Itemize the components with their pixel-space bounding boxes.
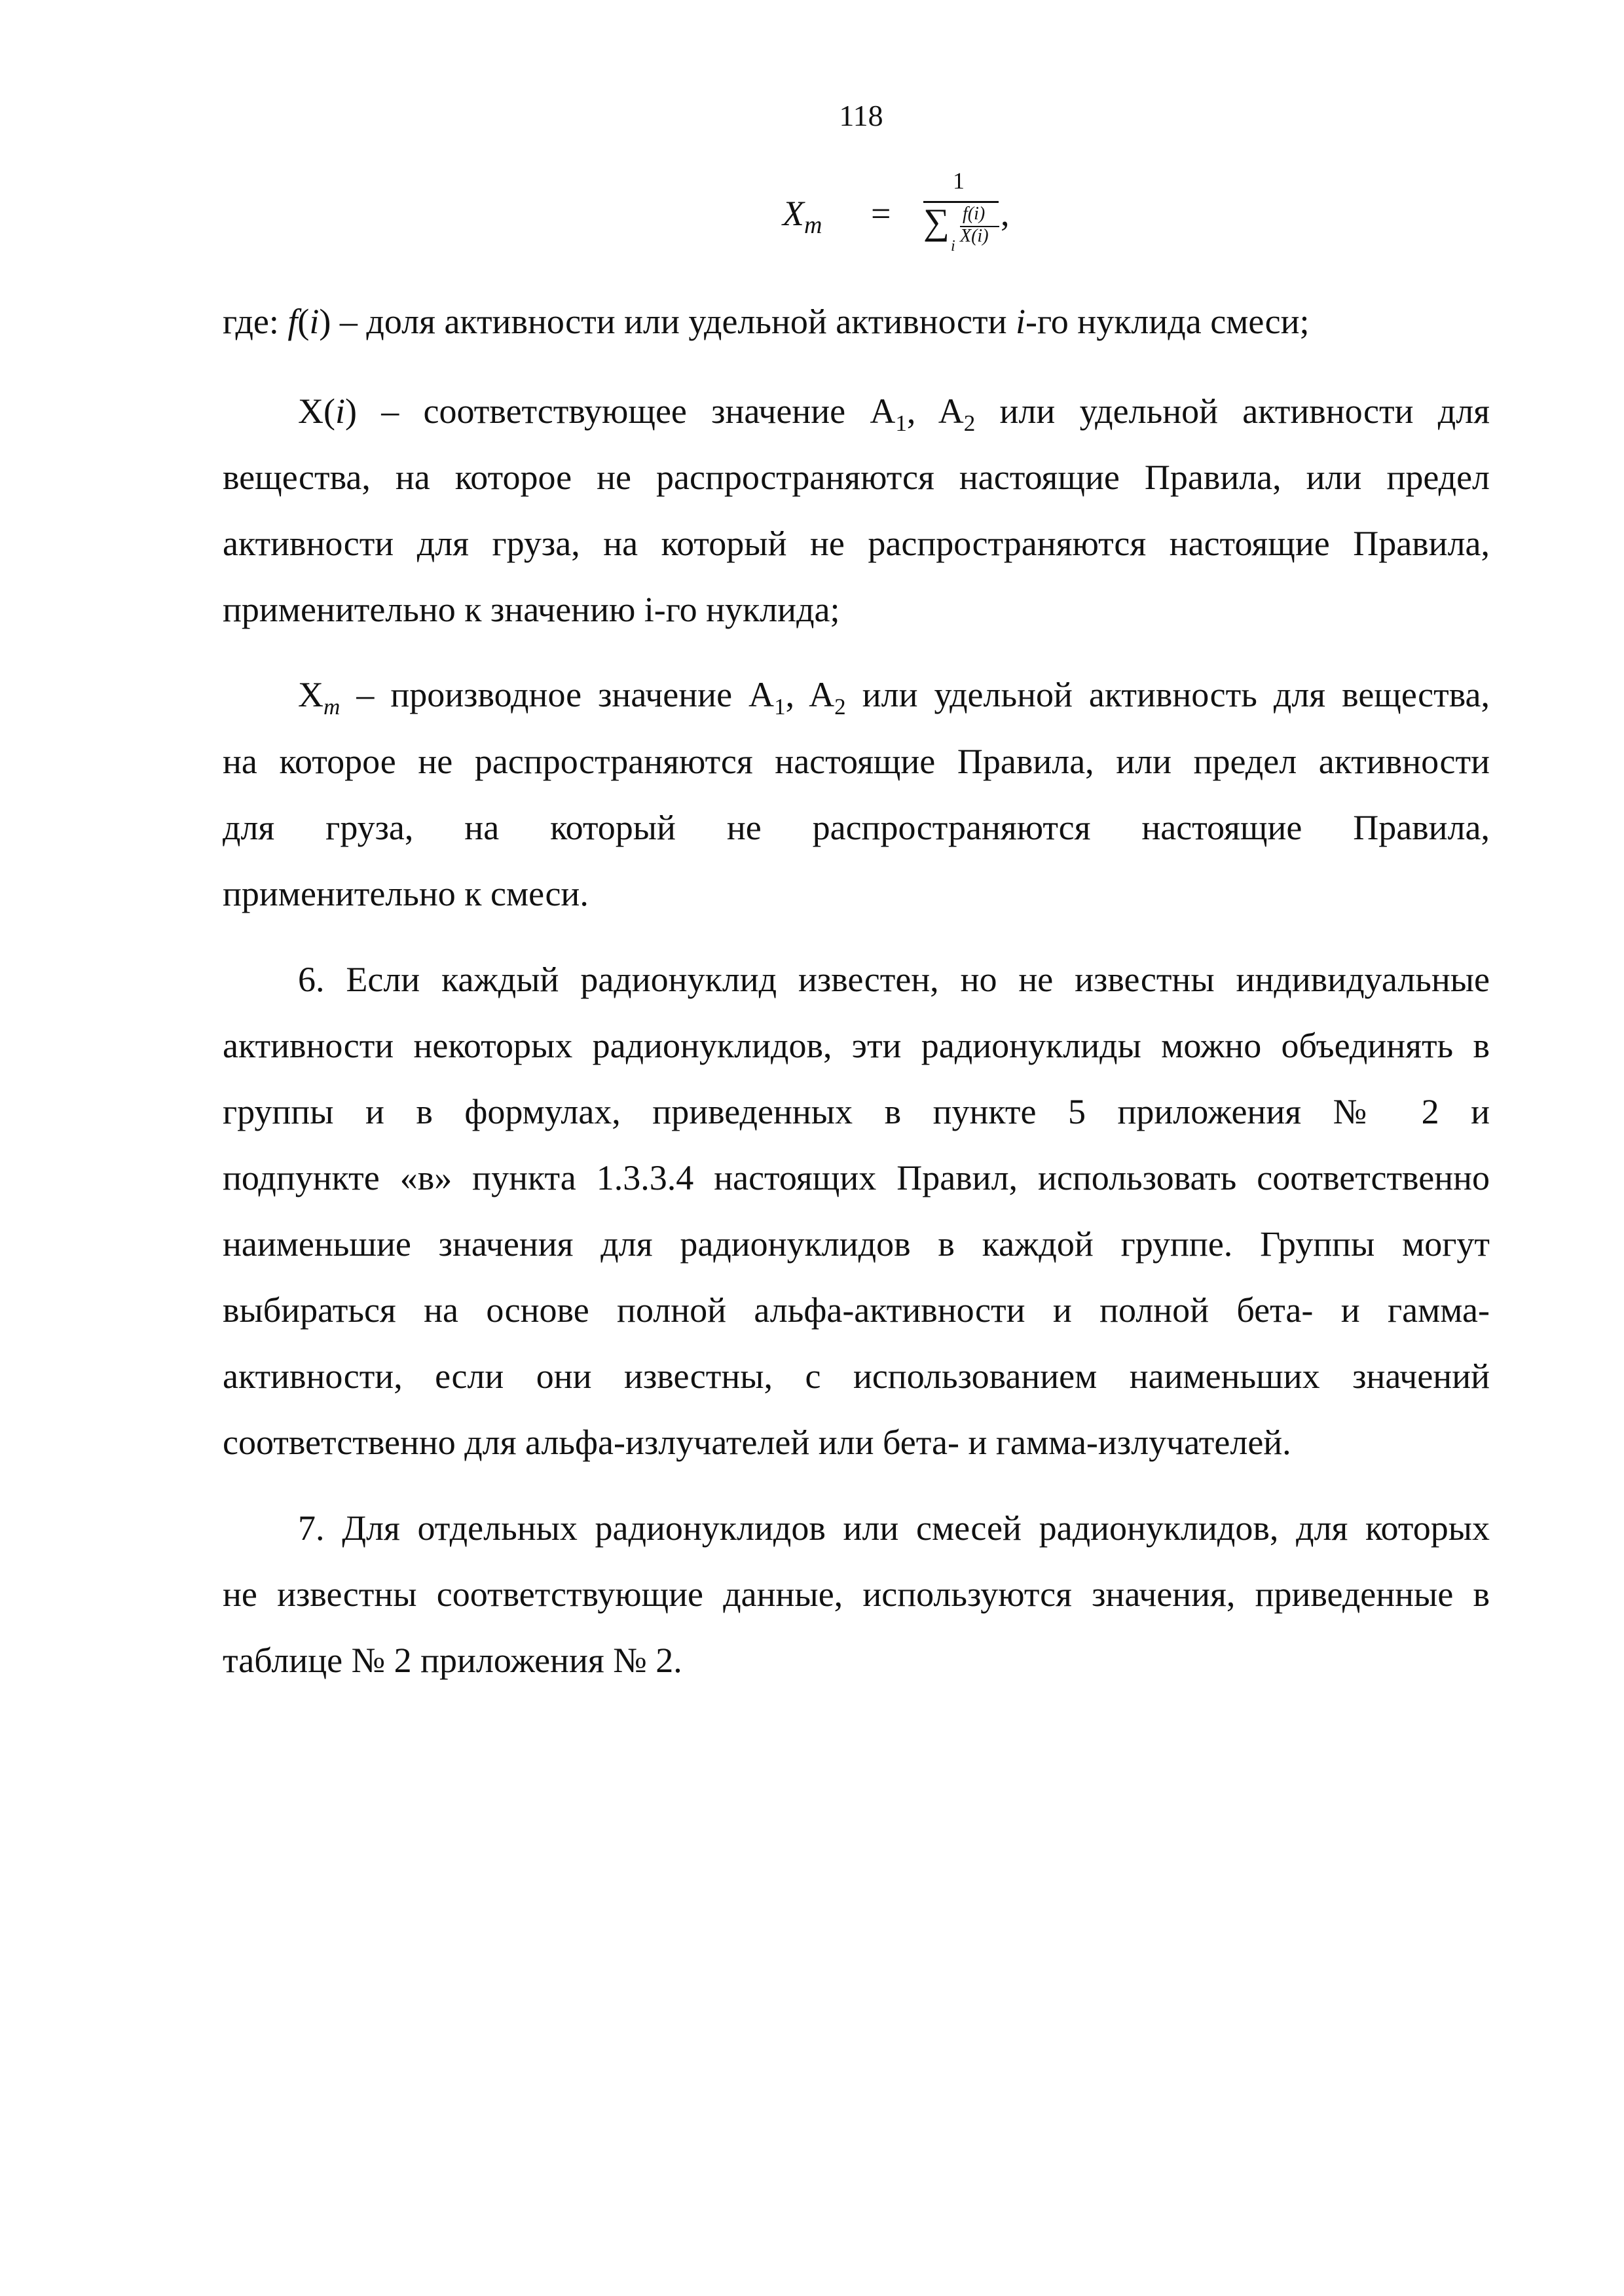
formula-sigma-subscript: i: [951, 238, 955, 255]
paragraph-6-line-1: 6. Если каждый радионуклид известен, но не известны индивидуальные: [298, 960, 1490, 999]
definition-xm-text-d: или удельной активность для вещества,: [845, 675, 1490, 714]
formula-lhs: [783, 193, 822, 240]
formula-numerator: 1: [953, 168, 965, 194]
definition-f-var: f: [287, 302, 298, 341]
definition-f-text-b: -го нуклида смеси;: [1025, 302, 1310, 341]
definition-x-text-d: или удельной активности для: [975, 392, 1490, 431]
definition-xm-sub-1: 1: [774, 693, 786, 720]
definition-xm-line-1: [298, 673, 1490, 729]
definition-xm-line-3: для груза, на который не распространяются настоящие Правила,: [223, 808, 1490, 847]
definition-x-line-4: применительно к значению i-го нуклида;: [223, 590, 840, 629]
formula-lhs-subscript: m: [804, 211, 822, 239]
paragraph-6-line-5: наименьшие значения для радионуклидов в каждой группе. Группы могут: [223, 1224, 1490, 1264]
paragraph-6-line-2: активности некоторых радионуклидов, эти радионуклиды можно объединять в: [223, 1026, 1490, 1065]
formula-xm: [773, 160, 1008, 278]
definition-xm-text-b: – производное значение A: [340, 675, 775, 714]
definition-f-lparen: (: [297, 302, 310, 341]
paragraph-6-line-6: выбираться на основе полной альфа-активности и полной бета- и гамма-: [223, 1290, 1490, 1330]
definition-x-sub-1: 1: [895, 410, 907, 436]
definition-xm-line-2: на которое не распространяются настоящие Правила, или предел активности: [223, 742, 1490, 781]
formula-comma: ,: [1001, 194, 1010, 233]
definition-xm-text-a: X: [298, 675, 323, 714]
definition-x-line-3: активности для груза, на который не распространяются настоящие Правила,: [223, 524, 1490, 563]
formula-equals: =: [871, 194, 891, 233]
formula-inner-numerator: f(i): [963, 204, 986, 224]
definition-x-line-1: [298, 390, 1490, 445]
definition-x-text-c: , A: [906, 392, 964, 431]
definition-f-var-i2: i: [1016, 302, 1026, 341]
definition-x-var-i: i: [335, 392, 345, 431]
definition-f-var-i: i: [309, 302, 320, 341]
definition-xm-sub-2: 2: [834, 693, 846, 720]
definition-x-sub-2: 2: [963, 410, 976, 436]
paragraph-6-line-7: активности, если они известны, с использованием наименьших значений: [223, 1357, 1490, 1396]
definition-xm-line-4: применительно к смеси.: [223, 874, 589, 913]
definition-f-line: [223, 300, 1490, 343]
paragraph-6-line-8: соответственно для альфа-излучателей или бета- и гамма-излучателей.: [223, 1423, 1291, 1462]
definition-f-rparen: ): [319, 302, 331, 341]
definition-xm-text-c: , A: [785, 675, 835, 714]
paragraph-7-line-2: не известны соответствующие данные, используются значения, приведенные в: [223, 1575, 1490, 1614]
paragraph-6-line-4: подпункте «в» пункта 1.3.3.4 настоящих Правил, использовать соответственно: [223, 1158, 1490, 1197]
definition-xm-sub-m: m: [323, 693, 341, 720]
formula-inner-denominator: X(i): [960, 226, 989, 246]
definition-x-line-2: вещества, на которое не распространяются настоящие Правила, или предел: [223, 458, 1490, 497]
paragraph-7-line-1: 7. Для отдельных радионуклидов или смесей радионуклидов, для которых: [298, 1508, 1490, 1548]
paragraph-6-line-3: группы и в формулах, приведенных в пункте 5 приложения № 2 и: [223, 1092, 1490, 1131]
formula-sigma: ∑: [923, 202, 950, 242]
definition-x-text-b: ) – соответствующее значение A: [345, 392, 896, 431]
page-number: 118: [839, 99, 883, 132]
definition-f-prefix: где:: [223, 302, 288, 341]
definition-x-text-a: X(: [298, 392, 335, 431]
paragraph-7-line-3: таблице № 2 приложения № 2.: [223, 1641, 682, 1680]
formula-lhs-symbol: X: [783, 194, 804, 233]
definition-f-text-a: – доля активности или удельной активности: [331, 302, 1016, 341]
